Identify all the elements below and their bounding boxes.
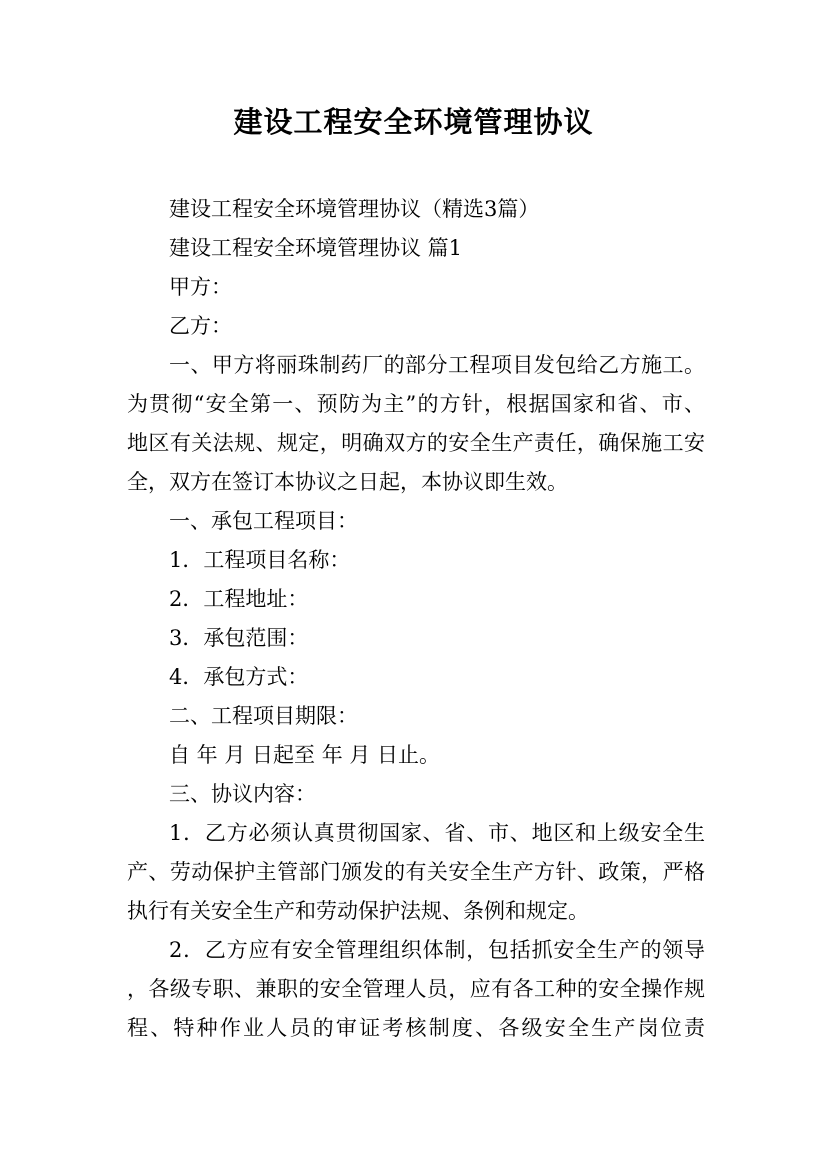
paragraph-party-a: 甲方： xyxy=(169,275,232,299)
paragraph-line: 全，双方在签订本协议之日起，本协议即生效。 xyxy=(127,470,568,494)
paragraph-period-dates: 自 年 月 日起至 年 月 日止。 xyxy=(169,743,441,767)
document-body xyxy=(127,190,705,1048)
paragraph-period-heading: 二、工程项目期限： xyxy=(169,704,358,728)
paragraph-line: 地区有关法规、规定，明确双方的安全生产责任，确保施工安 xyxy=(127,431,705,455)
paragraph-party-b: 乙方： xyxy=(169,314,232,338)
paragraph-line: 一、甲方将丽珠制药厂的部分工程项目发包给乙方施工。 xyxy=(169,353,705,377)
paragraph-clause-2 xyxy=(127,931,705,1048)
paragraph-project-heading: 一、承包工程项目： xyxy=(169,509,358,533)
paragraph-project-name: 1．工程项目名称： xyxy=(169,548,351,572)
paragraph-section-heading: 建设工程安全环境管理协议 篇1 xyxy=(169,236,463,260)
paragraph-line: 为贯彻“安全第一、预防为主”的方针，根据国家和省、市、 xyxy=(127,392,705,416)
paragraph-clause-1 xyxy=(127,814,705,931)
document-title: 建设工程安全环境管理协议 xyxy=(233,105,594,139)
paragraph-line: 产、劳动保护主管部门颁发的有关安全生产方针、政策，严格 xyxy=(127,860,705,884)
paragraph-intro xyxy=(127,346,705,502)
paragraph-content-heading: 三、协议内容： xyxy=(169,782,316,806)
paragraph-line: 1．乙方必须认真贯彻国家、省、市、地区和上级安全生 xyxy=(169,821,705,845)
paragraph-contract-scope: 3．承包范围： xyxy=(169,626,309,650)
paragraph-subtitle: 建设工程安全环境管理协议（精选3篇） xyxy=(169,197,540,221)
paragraph-project-address: 2．工程地址： xyxy=(169,587,309,611)
paragraph-line: 执行有关安全生产和劳动保护法规、条例和规定。 xyxy=(127,899,589,923)
paragraph-line: 2．乙方应有安全管理组织体制，包括抓安全生产的领导 xyxy=(169,938,705,962)
paragraph-line: 程、特种作业人员的审证考核制度、各级安全生产岗位责 xyxy=(127,1016,705,1040)
paragraph-line: ，各级专职、兼职的安全管理人员，应有各工种的安全操作规 xyxy=(127,977,705,1001)
paragraph-contract-method: 4．承包方式： xyxy=(169,665,309,689)
